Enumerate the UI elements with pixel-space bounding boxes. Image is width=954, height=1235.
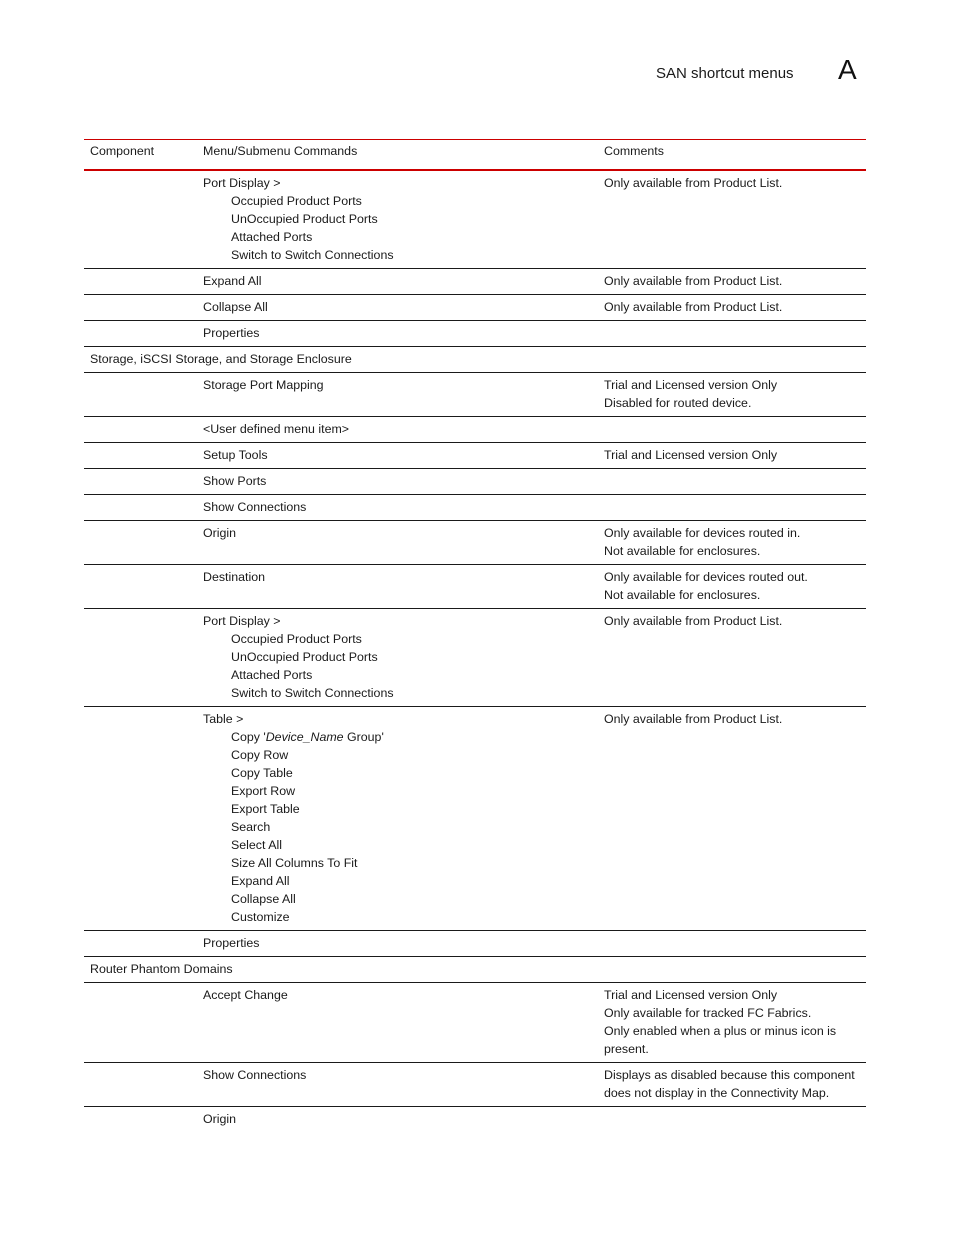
table-row [84,521,866,565]
appendix-letter: A [838,54,857,85]
table-row [84,321,866,347]
table-row [84,469,866,495]
menu-command: Port Display > [203,176,281,190]
comments-cell [598,443,866,469]
submenu-command: UnOccupied Product Ports [231,650,378,664]
comment-line: Only available from Product List. [604,274,783,288]
component-cell [84,707,197,931]
menu-command: Show Connections [203,1068,307,1082]
section-title: Router Phantom Domains [84,957,866,983]
command-cell [197,269,598,295]
comments-cell [598,1063,866,1107]
section-title: Storage, iSCSI Storage, and Storage Enclosure [84,347,866,373]
component-cell [84,469,197,495]
comment-line: Not available for enclosures. [604,588,761,602]
comments-cell [598,269,866,295]
menu-command: Show Ports [203,474,267,488]
copy-group-device-name: Device_Name [265,730,344,744]
menu-command: Origin [203,1112,237,1126]
comment-line: Only available from Product List. [604,176,783,190]
comments-cell [598,565,866,609]
comments-cell [598,495,866,521]
submenu-command: Occupied Product Ports [231,632,362,646]
table-row [84,565,866,609]
command-cell [197,170,598,269]
menu-command: Origin [203,526,237,540]
command-cell [197,373,598,417]
menu-command: <User defined menu item> [203,422,350,436]
submenu-command-copy-group [203,728,592,746]
comment-line: Displays as disabled because this component does not display in the Connectivity Map. [604,1068,855,1100]
command-cell [197,1107,598,1133]
submenu-command: Collapse All [231,892,296,906]
table-row [84,609,866,707]
comments-cell [598,931,866,957]
submenu-command: Copy Row [231,748,289,762]
menu-command: Destination [203,570,265,584]
submenu-command: Export Row [231,784,296,798]
submenu-command: Occupied Product Ports [231,194,362,208]
menu-command: Expand All [203,274,262,288]
component-cell [84,495,197,521]
menu-command: Storage Port Mapping [203,378,324,392]
submenu-command: Switch to Switch Connections [231,686,394,700]
comment-line: Disabled for routed device. [604,396,752,410]
copy-group-prefix: Copy ' [231,730,266,744]
comment-line: Trial and Licensed version Only [604,988,778,1002]
submenu-command: Expand All [231,874,290,888]
comments-cell [598,373,866,417]
component-cell [84,609,197,707]
table-row [84,269,866,295]
column-header-component: Component [84,140,197,171]
table-body [84,170,866,1132]
table-row [84,1063,866,1107]
submenu-command: UnOccupied Product Ports [231,212,378,226]
comment-line: Only available for tracked FC Fabrics. [604,1006,812,1020]
command-cell [197,495,598,521]
comment-line: Not available for enclosures. [604,544,761,558]
component-cell [84,443,197,469]
menu-command: Properties [203,936,260,950]
submenu-command: Attached Ports [231,230,313,244]
command-cell [197,321,598,347]
command-cell [197,1063,598,1107]
comments-cell [598,417,866,443]
comments-cell [598,1107,866,1133]
command-cell [197,417,598,443]
comment-line: Trial and Licensed version Only [604,448,778,462]
component-cell [84,983,197,1063]
comments-cell [598,609,866,707]
table-header-row [84,140,866,171]
comments-cell [598,521,866,565]
command-cell [197,443,598,469]
menu-command: Setup Tools [203,448,268,462]
submenu-command: Size All Columns To Fit [231,856,358,870]
table-row [84,373,866,417]
command-cell [197,983,598,1063]
component-cell [84,521,197,565]
comments-cell [598,469,866,495]
command-cell [197,931,598,957]
comment-line: Only enabled when a plus or minus icon is present. [604,1024,837,1056]
submenu-command: Search [231,820,271,834]
component-cell [84,1107,197,1133]
command-cell [197,707,598,931]
comments-cell [598,707,866,931]
command-cell [197,295,598,321]
component-cell [84,295,197,321]
table-row [84,931,866,957]
menu-command: Table > [203,712,244,726]
comment-line: Only available from Product List. [604,712,783,726]
component-cell [84,565,197,609]
comment-line: Only available from Product List. [604,614,783,628]
command-cell [197,521,598,565]
column-header-comments: Comments [598,140,866,171]
comment-line: Trial and Licensed version Only [604,378,778,392]
submenu-command: Select All [231,838,282,852]
comment-line: Only available for devices routed in. [604,526,801,540]
comments-cell [598,295,866,321]
component-cell [84,321,197,347]
section-row [84,957,866,983]
table-row [84,495,866,521]
table-row [84,1107,866,1133]
column-header-commands: Menu/Submenu Commands [197,140,598,171]
comments-cell [598,170,866,269]
comment-line: Only available for devices routed out. [604,570,808,584]
command-cell [197,469,598,495]
command-cell [197,565,598,609]
submenu-command: Copy Table [231,766,293,780]
menu-command: Properties [203,326,260,340]
table-row [84,417,866,443]
component-cell [84,170,197,269]
menu-command: Collapse All [203,300,268,314]
submenu-command: Customize [231,910,290,924]
section-row [84,347,866,373]
submenu-command: Switch to Switch Connections [231,248,394,262]
table-row [84,443,866,469]
menu-command: Accept Change [203,988,288,1002]
table-row [84,170,866,269]
submenu-command: Attached Ports [231,668,313,682]
shortcut-menu-table [84,139,866,1132]
menu-command: Show Connections [203,500,307,514]
component-cell [84,417,197,443]
comment-line: Only available from Product List. [604,300,783,314]
menu-command: Port Display > [203,614,281,628]
component-cell [84,373,197,417]
comments-cell [598,321,866,347]
comments-cell [598,983,866,1063]
component-cell [84,931,197,957]
table-row [84,983,866,1063]
page-header-title: SAN shortcut menus [656,65,794,82]
command-cell [197,609,598,707]
copy-group-suffix: Group' [343,730,384,744]
table-row [84,295,866,321]
component-cell [84,269,197,295]
component-cell [84,1063,197,1107]
submenu-command: Export Table [231,802,300,816]
table-row [84,707,866,931]
